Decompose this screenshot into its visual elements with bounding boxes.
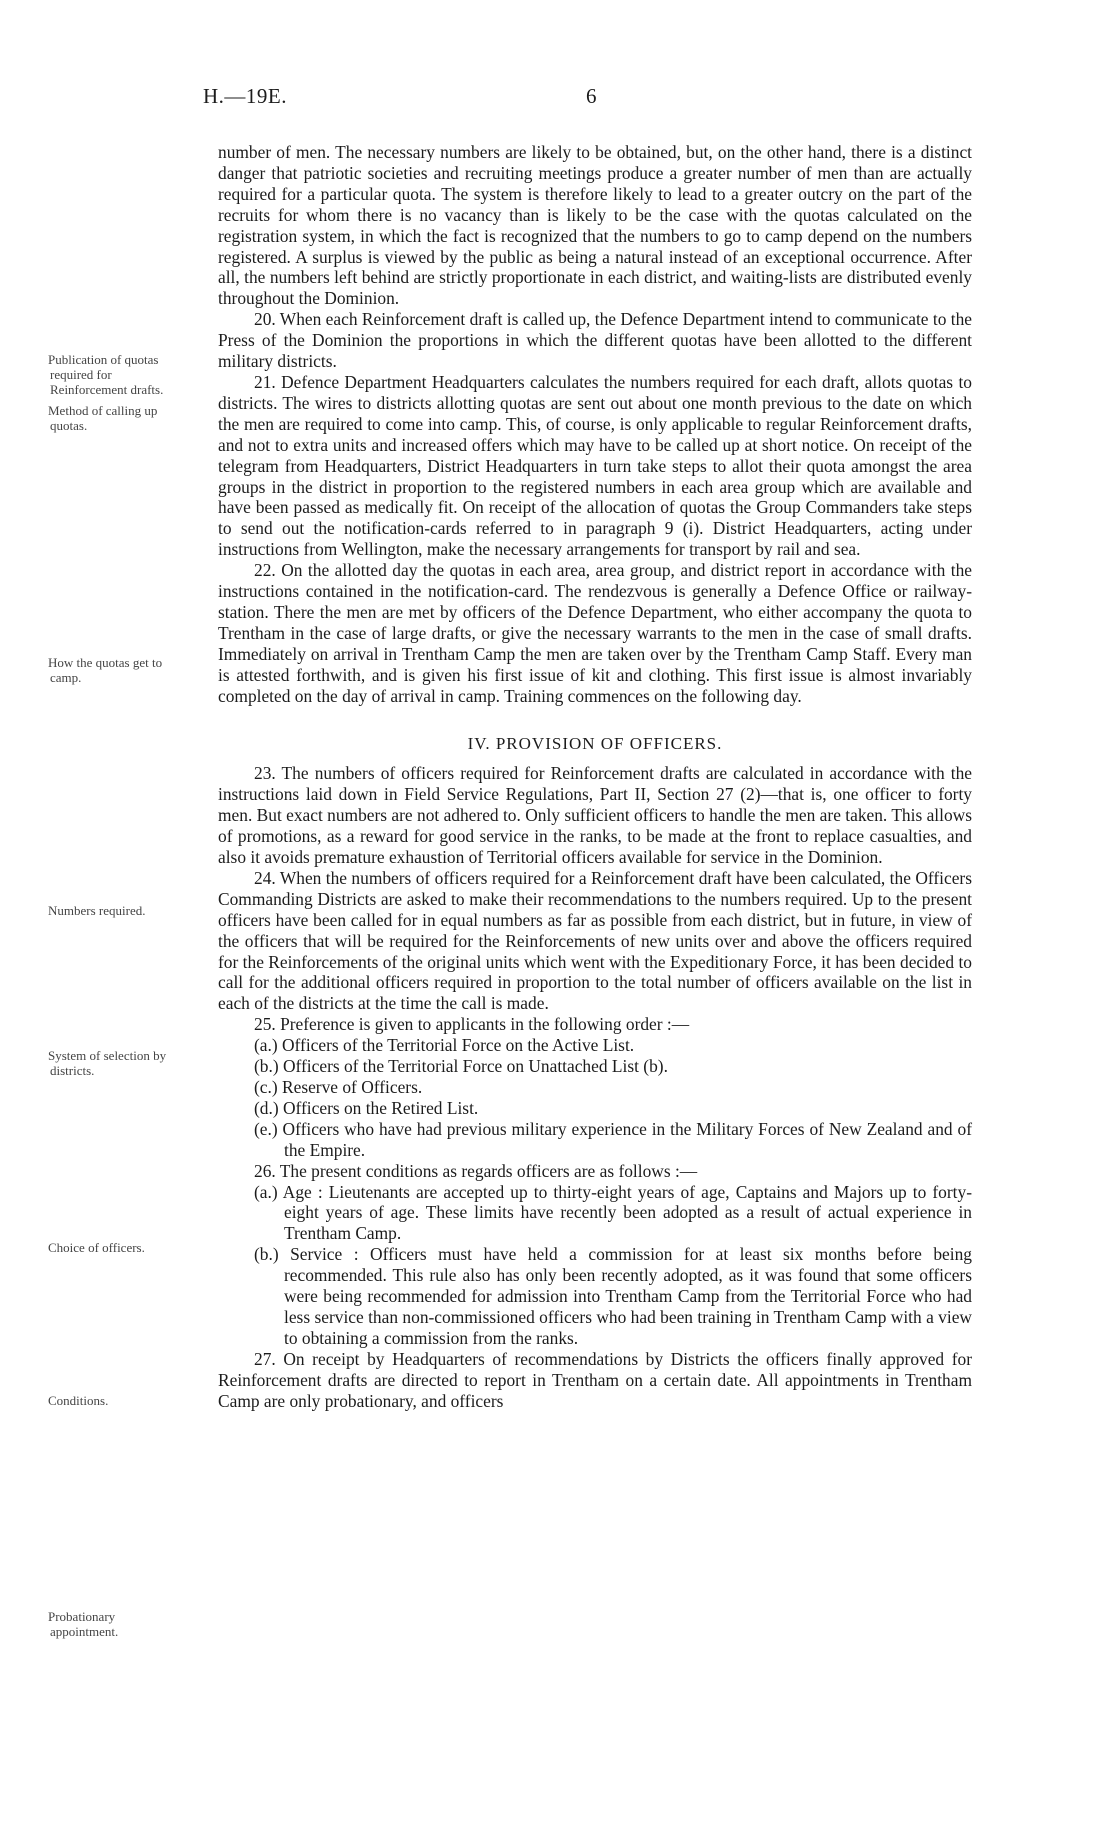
paragraph-23: 23. The numbers of officers required for Reinforcement drafts are calculated in accordance with the instructions laid down in Field Service Regulations, Part II, Section 27 (2)—that is, one officer to forty men. But exact numbers are not adhered to. Only sufficient officers to handle the men are taken. This allows of promotions, as a reward for good service in the ranks, to be made at the front to replace casualties, and also it avoids premature exhaustion of Territorial officers available for service in the Dominion.	[218, 763, 972, 867]
margin-note-publication: Publication of quotas required for Reinforcement drafts.	[48, 352, 164, 397]
paragraph-26: 26. The present conditions as regards officers are as follows :—	[254, 1160, 698, 1181]
list-item: (b.) Officers of the Territorial Force on Unattached List (b).	[254, 1056, 668, 1077]
list-item: (a.) Officers of the Territorial Force on the Active List.	[254, 1035, 635, 1056]
section-title: IV. PROVISION OF OFFICERS.	[467, 734, 723, 754]
paragraph-21: 21. Defence Department Headquarters calculates the numbers required for each draft, allots quotas to districts. The wires to districts allotting quotas are sent out about one month previous to the date on which the men are required to come into camp. This, of course, is only applicable to regular Reinforcement drafts, and not to extra units and increased offers which may have to be called up at short notice. On receipt of the telegram from Headquarters, District Headquarters in turn take steps to allot their quota amongst the area groups in the district in proportion to the registered numbers in each area group which are available and have been passed as medically fit. On receipt of the allocation of quotas the Group Commanders take steps to send out the notification-cards referred to in paragraph 9 (i). District Headquarters, acting under instructions from Wellington, make the necessary arrangements for transport by rail and sea.	[218, 371, 972, 560]
margin-note-choice	[50, 1240, 180, 1261]
margin-note-calling: Method of calling up quotas.	[48, 403, 158, 433]
list-item: (e.) Officers who have had previous military experience in the Military Forces of New Zealand and of the Empire.	[254, 1118, 972, 1160]
list-item: (d.) Officers on the Retired List.	[254, 1097, 479, 1118]
list-item: (b.) Service : Officers must have held a commission for at least six months before being recommended. This rule also has only been recently adopted, as it was found that some officers were being recommended for admission into Trentham Camp from the Territorial Force who had less service than non-commissioned officers who had been training in Trentham Camp with a view to obtaining a commission from the ranks.	[254, 1244, 972, 1348]
margin-note-system-text: System of selection by districts.	[48, 1048, 167, 1078]
margin-note-probationary-text: Probationary appointment.	[48, 1609, 119, 1639]
page-number: 6	[586, 84, 597, 108]
margin-note-numbers	[50, 903, 180, 924]
margin-notes-group-1	[50, 352, 180, 439]
margin-note-conditions	[50, 1393, 180, 1414]
paragraph-27: 27. On receipt by Headquarters of recommendations by Districts the officers finally approved for Reinforcement drafts are directed to report in Trentham on a certain date. All appointments in Trentham Camp are only probationary, and officers	[218, 1348, 972, 1411]
margin-note-conditions-text: Conditions.	[48, 1393, 109, 1408]
margin-note-choice-text: Choice of officers.	[48, 1240, 145, 1255]
paragraph-20: 20. When each Reinforcement draft is called up, the Defence Department intend to communicate to the Press of the Dominion the proportions in which the different quotas have been allotted to the different military districts.	[218, 309, 972, 372]
paragraph-25: 25. Preference is given to applicants in the following order :—	[254, 1014, 690, 1035]
paragraph-24: 24. When the numbers of officers required for a Reinforcement draft have been calculated, the Officers Commanding Districts are asked to make their recommendations to the numbers required. Up to the present officers have been called for in equal numbers as far as possible from each district, but in future, in view of the officers that will be required for the Reinforcements of new units over and above the officers required for the Reinforcements of the original units which went with the Expeditionary Force, it has been decided to call for the additional officers required in proportion to the total number of officers available on the list in each of the districts at the time the call is made.	[218, 867, 972, 1014]
margin-note-how	[50, 655, 180, 691]
margin-note-system	[50, 1048, 180, 1084]
paragraph-intro: number of men. The necessary numbers are likely to be obtained, but, on the other hand, there is a distinct danger that patriotic societies and recruiting meetings produce a greater number of men than are actually required for a particular quota. The system is therefore likely to lead to a greater outcry on the part of the recruits for whom there is no vacancy than is likely to be the case with the quotas calculated on the registration system, in which the fact is recognized that the numbers to go to camp depend on the numbers registered. A surplus is viewed by the public as being a natural instead of an exceptional occurrence. After all, the numbers left behind are strictly proportionate in each district, and waiting-lists are distributed evenly throughout the Dominion.	[218, 142, 972, 309]
list-item: (c.) Reserve of Officers.	[254, 1076, 423, 1097]
margin-note-how-text: How the quotas get to camp.	[48, 655, 163, 685]
margin-note-probationary	[50, 1609, 180, 1645]
document-body	[218, 142, 972, 1411]
document-reference: H.—19E.	[203, 84, 287, 108]
margin-note-numbers-text: Numbers required.	[48, 903, 146, 918]
paragraph-22: 22. On the allotted day the quotas in each area, area group, and district report in accordance with the instructions contained in the notification-card. The rendezvous is generally a Defence Office or railway-station. There the men are met by officers of the Defence Department, who either accompany the quota to Trentham in the case of large drafts, or give the necessary warrants to the men in the case of small drafts. Immediately on arrival in Trentham Camp the men are taken over by the Trentham Camp Staff. Every man is attested forthwith, and is given his first issue of kit and clothing. This first issue is almost invariably completed on the day of arrival in camp. Training commences on the following day.	[218, 560, 972, 706]
list-item: (a.) Age : Lieutenants are accepted up to thirty-eight years of age, Captains and Majors up to forty-eight years of age. These limits have recently been adopted as a result of actual experience in Trentham Camp.	[254, 1181, 972, 1244]
